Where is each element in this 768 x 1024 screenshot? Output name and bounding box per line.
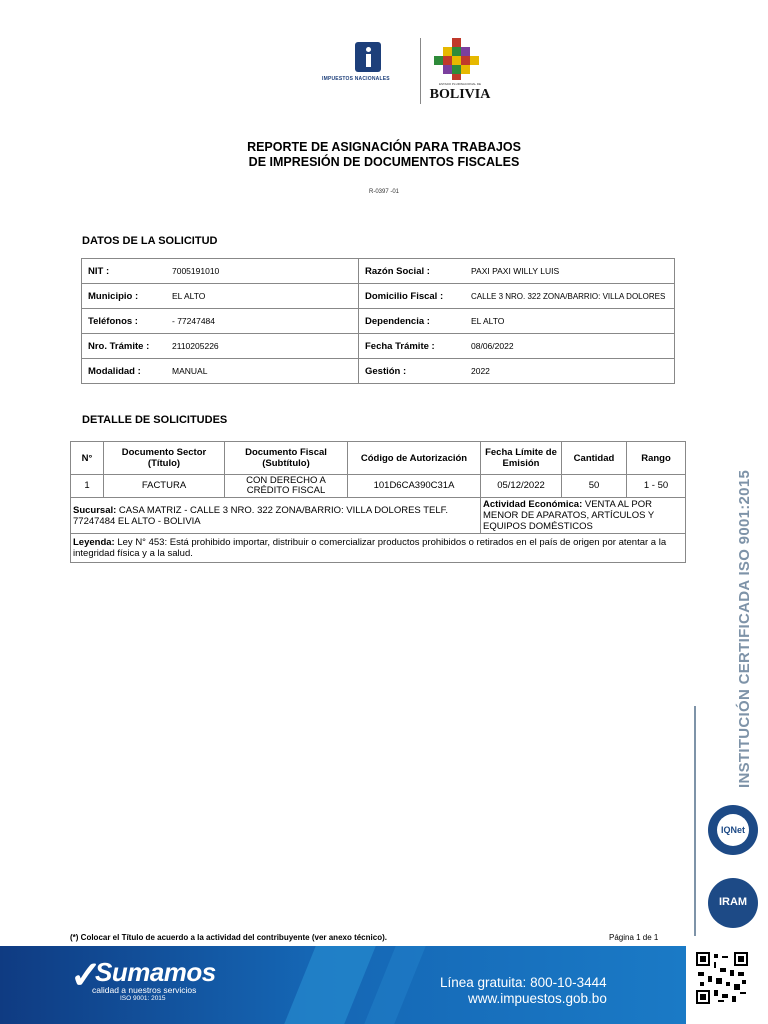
col-header: Rango [627,442,686,475]
bolivia-logo-big: BOLIVIA [429,87,491,102]
table-row [71,475,686,498]
nit-value: 7005191010 [166,259,359,284]
cell-fecha-limite: 05/12/2022 [481,475,562,498]
sumamos-iso: ISO 9001: 2015 [120,995,166,1002]
razon-social-value: PAXI PAXI WILLY LUIS [465,259,675,284]
iso-certification-text: INSTITUCIÓN CERTIFICADA ISO 9001:2015 [736,469,753,788]
domicilio-fiscal-label: Domicilio Fiscal : [359,284,466,309]
modalidad-value: MANUAL [166,359,359,384]
datos-section-title: DATOS DE LA SOLICITUD [82,235,218,247]
datos-row [82,259,675,284]
gestion-label: Gestión : [359,359,466,384]
detalle-section-title: DETALLE DE SOLICITUDES [82,414,228,426]
linea-gratuita: Línea gratuita: 800-10-3444 [440,975,607,990]
report-title-line1: REPORTE DE ASIGNACIÓN PARA TRABAJOS [247,140,521,154]
checkmark-icon: ✓ [70,955,102,997]
nro-tramite-label: Nro. Trámite : [82,334,167,359]
sucursal-label: Sucursal: [73,504,117,516]
cell-cantidad: 50 [562,475,627,498]
cell-numero: 1 [71,475,104,498]
iso-divider [694,706,696,936]
municipio-value: EL ALTO [166,284,359,309]
cell-documento-sector: FACTURA [104,475,225,498]
leyenda-row [71,534,686,563]
impuestos-logo-text: IMPUESTOS NACIONALES [322,76,390,82]
bolivia-logo [428,38,492,106]
sucursal-row [71,498,686,534]
fecha-tramite-value: 08/06/2022 [465,334,675,359]
logo-divider [420,38,421,104]
col-header: Código de Autorización [348,442,481,475]
sucursal-value: CASA MATRIZ - CALLE 3 NRO. 322 ZONA/BARRIO: VILLA DOLORES TELF. 77247484 EL ALTO - BOLIVIA [73,504,449,527]
dependencia-label: Dependencia : [359,309,466,334]
nro-tramite-value: 2110205226 [166,334,359,359]
col-header: Fecha Límite de Emisión [481,442,562,475]
col-header: Documento Fiscal (Subtítulo) [225,442,348,475]
dependencia-value: EL ALTO [465,309,675,334]
col-header: Documento Sector (Título) [104,442,225,475]
impuestos-nacionales-logo [322,42,412,92]
gestion-value: 2022 [465,359,675,384]
datos-row [82,359,675,384]
datos-row [82,284,675,309]
domicilio-fiscal-value: CALLE 3 NRO. 322 ZONA/BARRIO: VILLA DOLORES [465,284,675,309]
col-header: N° [71,442,104,475]
bolivia-logo-small: ESTADO PLURINACIONAL DE [438,82,481,86]
nit-label: NIT : [82,259,167,284]
datos-row [82,334,675,359]
actividad-label: Actividad Económica: [483,499,583,510]
datos-table [81,258,675,384]
actividad-cell [481,498,686,534]
col-header: Cantidad [562,442,627,475]
impuestos-logo-icon [355,42,381,72]
telefonos-value: - 77247484 [166,309,359,334]
datos-row [82,309,675,334]
website-link[interactable]: www.impuestos.gob.bo [468,991,607,1006]
iram-label: IRAM [718,896,748,908]
detalle-table [70,441,686,563]
leyenda-value: Ley N° 453: Está prohibido importar, distribuir o comercializar productos prohibidos o retirados en el país de origen por atentar a la integridad física y a la salud. [73,537,667,559]
qr-code-icon [696,952,748,1004]
actividad-value: VENTA AL POR MENOR DE APARATOS, ARTÍCULOS Y EQUIPOS DOMÉSTICOS [483,499,655,532]
report-title-line2: DE IMPRESIÓN DE DOCUMENTOS FISCALES [248,155,520,169]
footer-note: (*) Colocar el Título de acuerdo a la actividad del contribuyente (ver anexo técnico). [70,933,387,942]
detalle-header-row [71,442,686,475]
form-code: R-0397 -01 [368,189,400,195]
iqnet-label: IQNet [720,825,745,835]
bolivia-mosaic-icon [434,38,480,80]
cell-documento-fiscal: CON DERECHO A CRÉDITO FISCAL [225,475,348,498]
leyenda-cell [71,534,686,563]
fecha-tramite-label: Fecha Trámite : [359,334,466,359]
iram-badge-icon [708,878,758,928]
sucursal-cell [71,498,481,534]
razon-social-label: Razón Social : [359,259,466,284]
sumamos-brand: Sumamos [95,957,216,987]
sumamos-tagline: calidad a nuestros servicios [92,985,197,995]
page-number: Página 1 de 1 [609,933,659,942]
cell-codigo-autorizacion: 101D6CA390C31A [348,475,481,498]
telefonos-label: Teléfonos : [82,309,167,334]
iqnet-badge-icon [708,805,758,855]
leyenda-label: Leyenda: [73,537,115,548]
municipio-label: Municipio : [82,284,167,309]
modalidad-label: Modalidad : [82,359,167,384]
cell-rango: 1 - 50 [627,475,686,498]
